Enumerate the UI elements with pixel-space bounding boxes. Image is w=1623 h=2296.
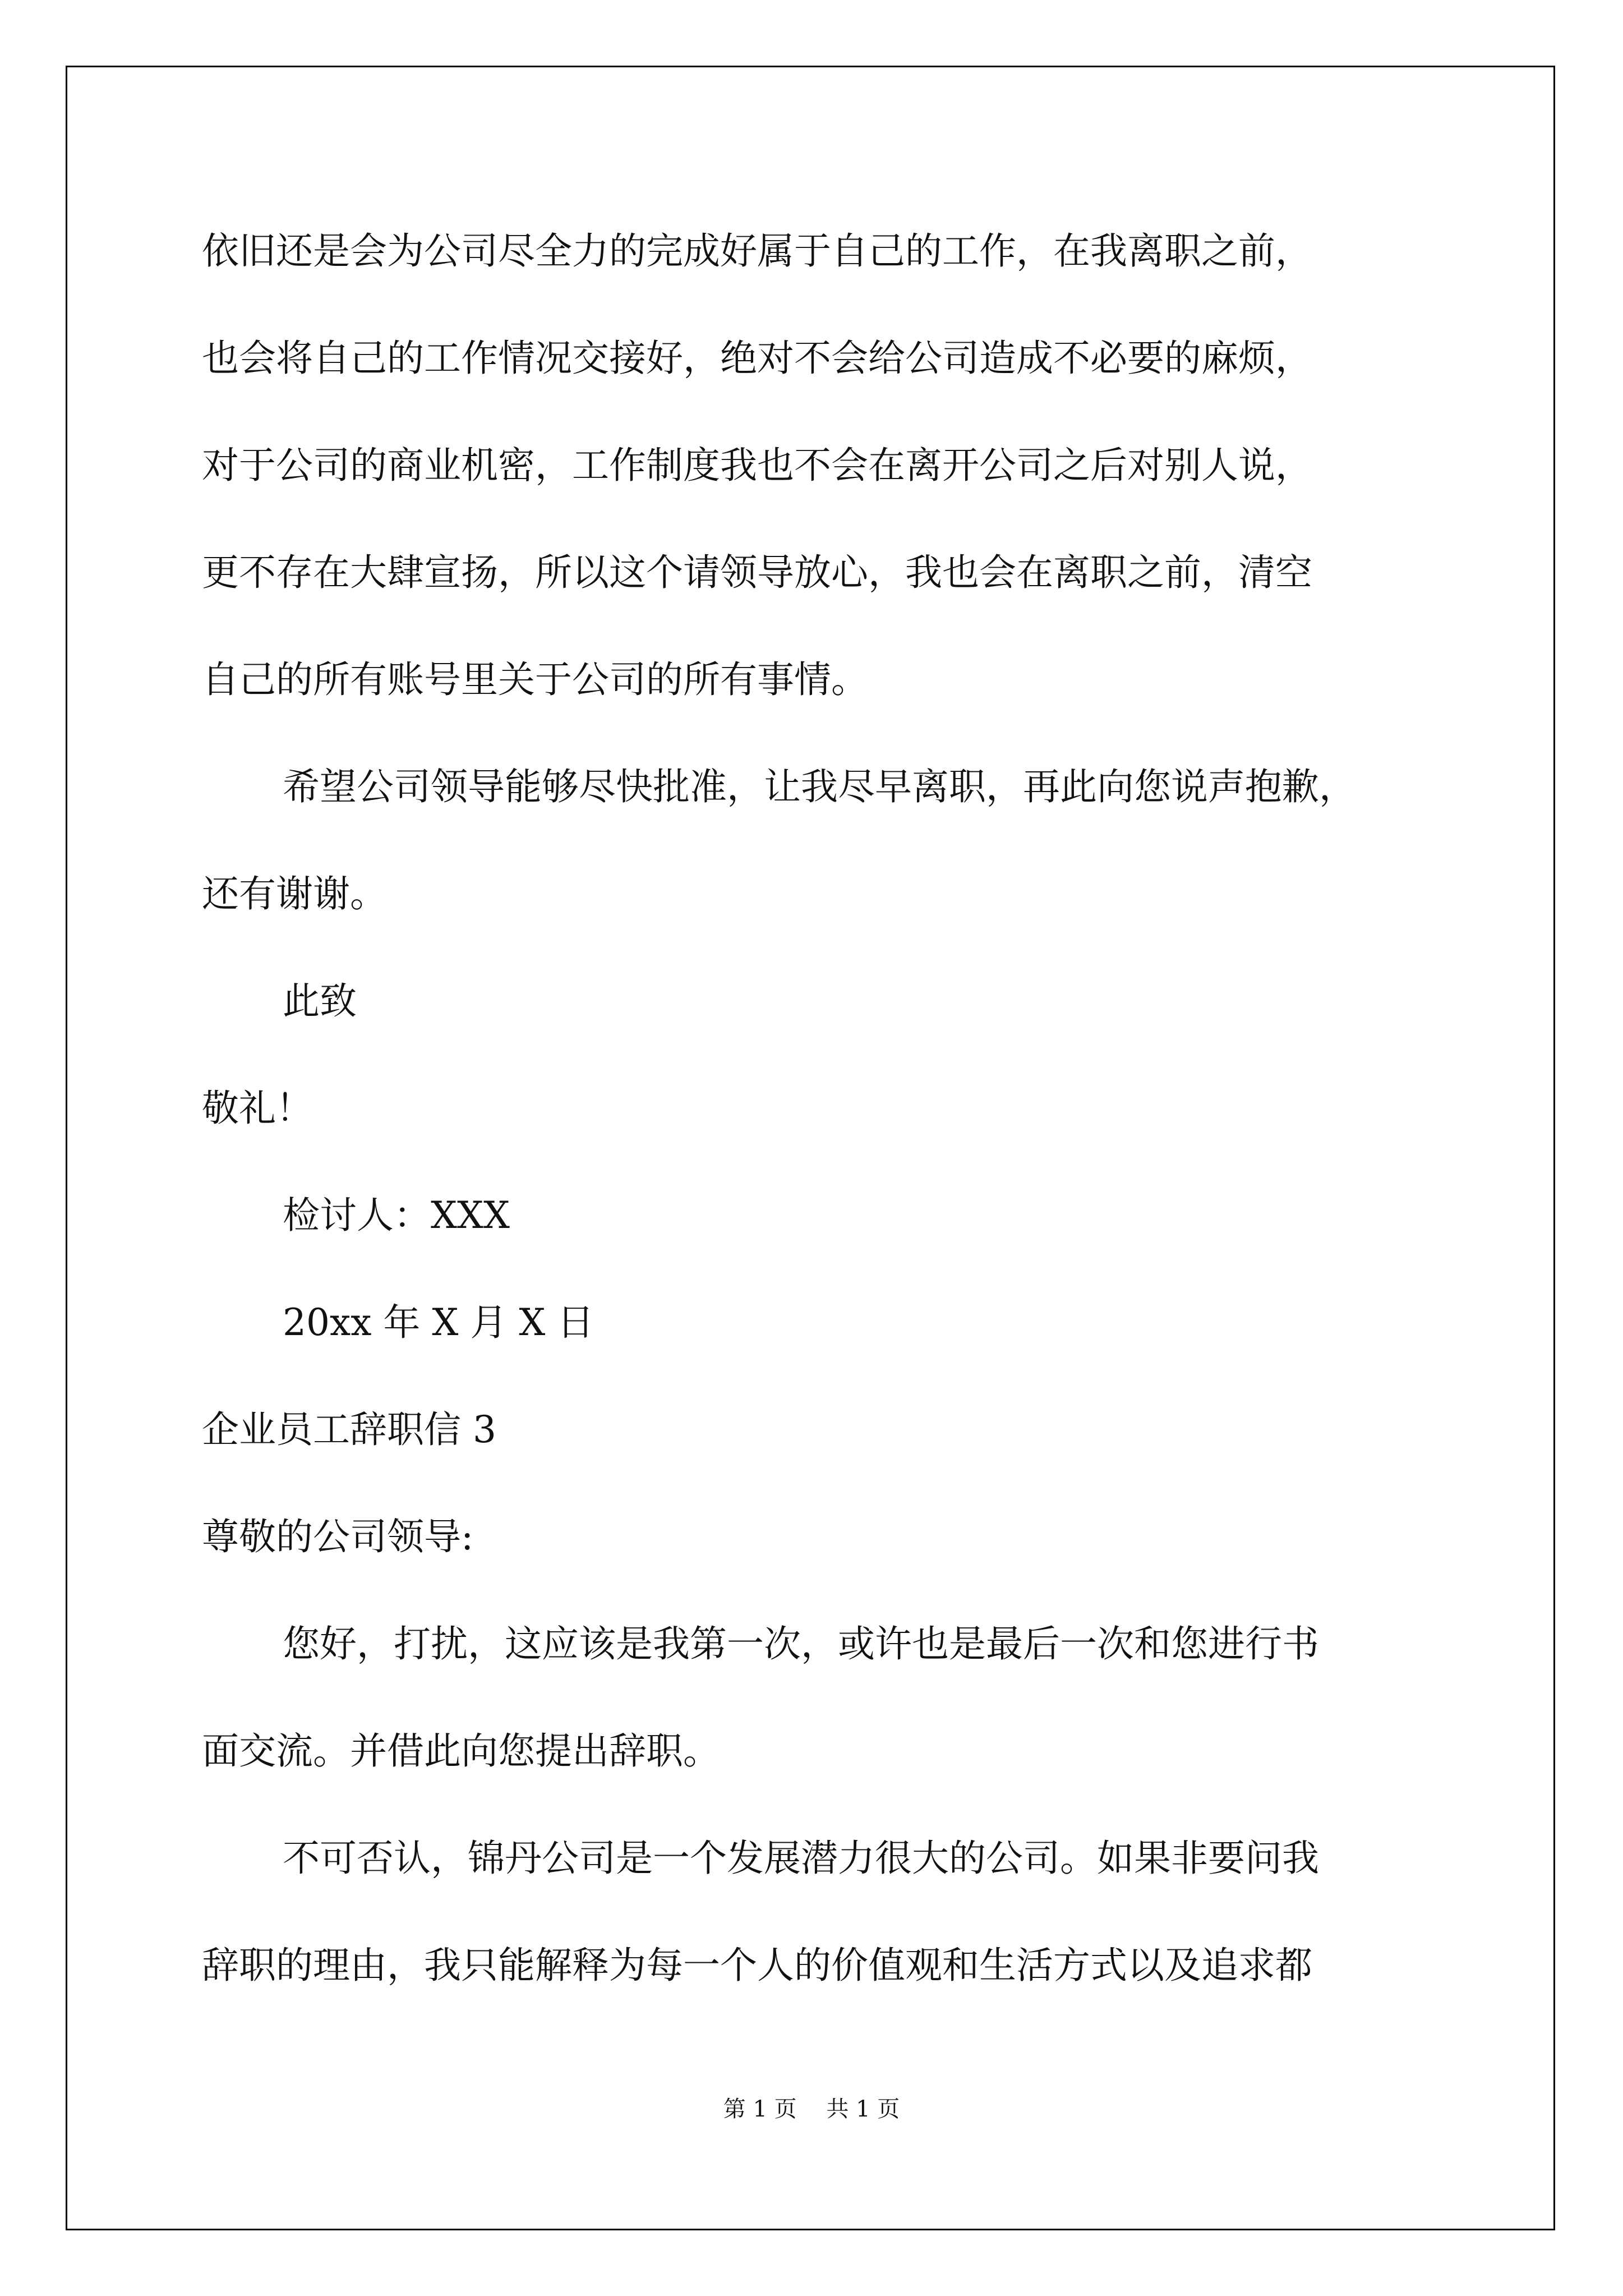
body-line-5: 自己的所有账号里关于公司的所有事情。 [202, 658, 868, 701]
signature-line: 检讨人：XXX [283, 1194, 510, 1237]
body-line-6: 希望公司领导能够尽快批准，让我尽早离职，再此向您说声抱歉， [283, 765, 1356, 808]
closing-regards: 敬礼！ [202, 1087, 313, 1130]
body-line-16: 不可否认，锦丹公司是一个发展潜力很大的公司。如果非要问我 [283, 1837, 1319, 1880]
body-line-2: 也会将自己的工作情况交接好，绝对不会给公司造成不必要的麻烦， [202, 337, 1312, 380]
page-number: 第 1 页 [723, 2096, 797, 2122]
page-footer [0, 2098, 1623, 2120]
body-line-4: 更不存在大肆宣扬，所以这个请领导放心，我也会在离职之前，清空 [202, 551, 1312, 594]
greeting-line: 尊敬的公司领导: [202, 1515, 474, 1558]
body-line-1: 依旧还是会为公司尽全力的完成好属于自己的工作，在我离职之前， [202, 229, 1312, 273]
page-total: 共 1 页 [826, 2096, 900, 2122]
body-line-15: 面交流。并借此向您提出辞职。 [202, 1729, 720, 1773]
section-heading: 企业员工辞职信 3 [202, 1408, 496, 1451]
page-border [66, 66, 1555, 2230]
body-line-3: 对于公司的商业机密，工作制度我也不会在离开公司之后对别人说， [202, 444, 1312, 487]
body-line-17: 辞职的理由，我只能解释为每一个人的价值观和生活方式以及追求都 [202, 1944, 1312, 1987]
closing-salutation: 此致 [283, 979, 357, 1023]
body-line-7: 还有谢谢。 [202, 872, 387, 915]
body-line-14: 您好，打扰，这应该是我第一次，或许也是最后一次和您进行书 [283, 1622, 1319, 1665]
date-line: 20xx 年 X 月 X 日 [283, 1301, 594, 1344]
